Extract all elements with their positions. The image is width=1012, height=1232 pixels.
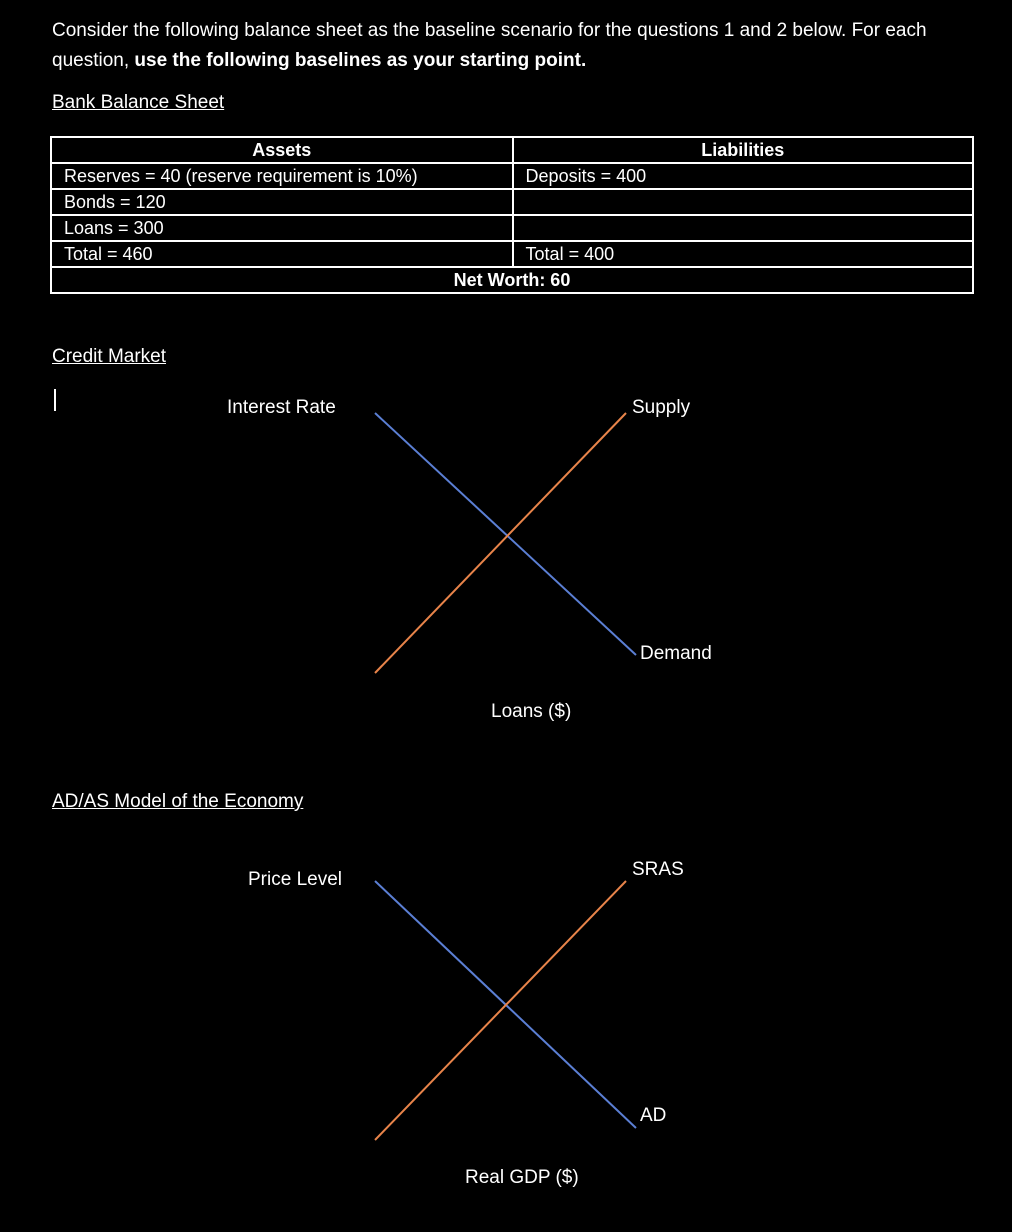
price-level-label: Price Level — [248, 869, 342, 890]
real-gdp-axis-label: Real GDP ($) — [465, 1167, 579, 1188]
liability-cell: Total = 400 — [513, 241, 973, 267]
asset-cell: Reserves = 40 (reserve requirement is 10%) — [51, 163, 513, 189]
loans-axis-label: Loans ($) — [491, 701, 572, 722]
net-worth: Net Worth: 60 — [51, 267, 973, 293]
credit-supply-curve — [375, 413, 626, 673]
sras-curve — [375, 881, 626, 1140]
intro-bold-text: use the following baselines as your starting point. — [134, 50, 587, 71]
intro-text: Consider the following balance sheet as the baseline scenario for the questions 1 and 2 below. For each question, — [52, 20, 927, 71]
interest-rate-label: Interest Rate — [227, 397, 336, 418]
adas-heading: AD/AS Model of the Economy — [52, 791, 304, 812]
asset-cell: Loans = 300 — [51, 215, 513, 241]
ad-label: AD — [640, 1105, 667, 1126]
liability-cell: Deposits = 400 — [513, 163, 973, 189]
supply-label: Supply — [632, 397, 691, 418]
liabilities-header: Liabilities — [513, 137, 973, 163]
credit-market-heading: Credit Market — [52, 346, 167, 367]
demand-label: Demand — [640, 643, 712, 664]
asset-cell: Bonds = 120 — [51, 189, 513, 215]
balance-sheet-heading: Bank Balance Sheet — [52, 92, 225, 113]
assets-header: Assets — [51, 137, 513, 163]
credit-demand-curve — [375, 413, 636, 655]
sras-label: SRAS — [632, 859, 684, 880]
asset-cell: Total = 460 — [51, 241, 513, 267]
